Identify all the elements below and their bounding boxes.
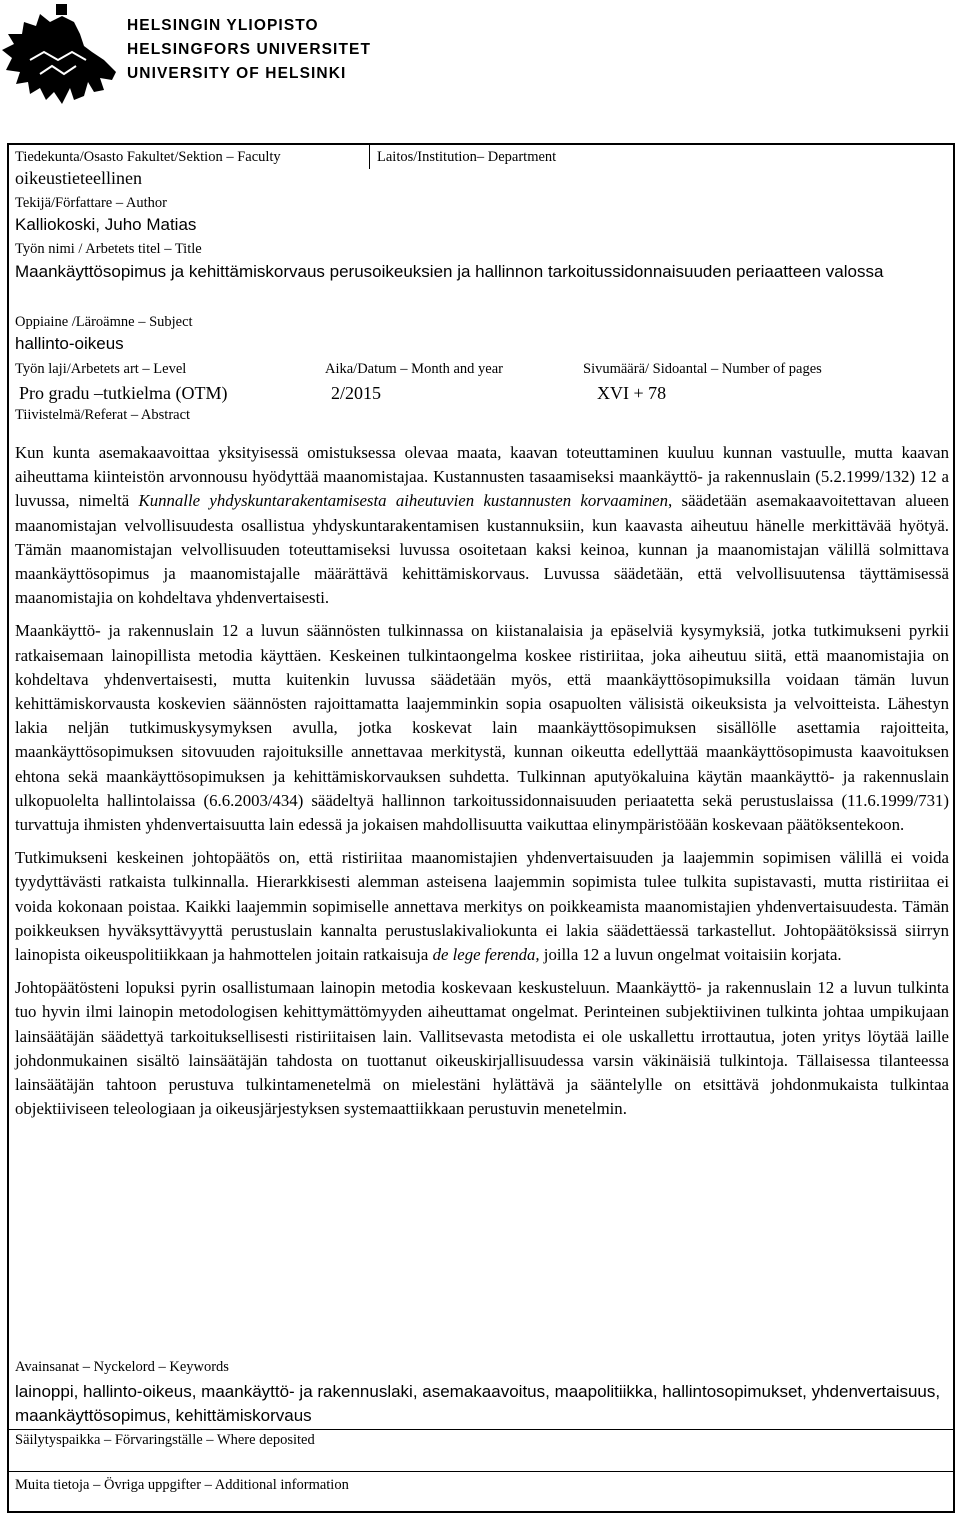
department-label: Laitos/Institution– Department	[377, 149, 557, 165]
additional-info-label: Muita tietoja – Övriga uppgifter – Additional information	[15, 1477, 349, 1493]
date-label: Aika/Datum – Month and year	[325, 361, 503, 377]
faculty-department-divider	[369, 145, 370, 169]
subject-value: hallinto-oikeus	[15, 334, 124, 353]
abstract-label: Tiivistelmä/Referat – Abstract	[15, 407, 191, 423]
additional-divider	[9, 1471, 953, 1472]
helsinki-cathedral-logo-icon	[0, 0, 122, 110]
keywords-label: Avainsanat – Nyckelord – Keywords	[15, 1359, 229, 1375]
pages-label: Sivumäärä/ Sidoantal – Number of pages	[583, 361, 822, 377]
thesis-abstract-form	[7, 143, 955, 1513]
author-value: Kalliokoski, Juho Matias	[15, 215, 197, 234]
university-name-en: UNIVERSITY OF HELSINKI	[127, 65, 347, 82]
deposit-divider	[9, 1429, 953, 1430]
deposit-label: Säilytyspaikka – Förvaringställe – Where deposited	[15, 1432, 315, 1448]
date-value: 2/2015	[331, 383, 382, 403]
university-name-sv: HELSINGFORS UNIVERSITET	[127, 41, 372, 58]
faculty-value: oikeustieteellinen	[15, 168, 142, 188]
level-value: Pro gradu –tutkielma (OTM)	[19, 383, 228, 403]
abstract-paragraph: Tutkimukseni keskeinen johtopäätös on, että ristiriitaa maanomistajien yhdenvertaisuuden ja laajemmin sopimisen välillä ei voida tyydyttävästi ratkaista tulkinnalla. Hierarkkisesti alemman asteisena laajemmin sopimista tulee tulkita supistavasti, mutta ristiriitaa ei voida kokonaan poistaa. Kaikki laajemmin sopimiselle annettava merkitys on poikkeamista maanomistajien yhdenvertaisuudesta. Tämän poikkeuksen hyväksyttävyyttä perustuslain kannalta perustuslakivaliokunta ei lakia säädettäessä tarkastellut. Johtopäätöksissä siirryn lainopista oikeuspolitiikkaan ja hahmottelen joitain ratkaisuja de lege ferenda, joilla 12 a luvun ongelmat voitaisiin korjata.	[15, 848, 949, 965]
level-label: Työn laji/Arbetets art – Level	[15, 361, 187, 377]
faculty-label: Tiedekunta/Osasto Fakultet/Sektion – Faculty	[15, 149, 281, 165]
keywords-value: lainoppi, hallinto-oikeus, maankäyttö- ja rakennuslaki, asemakaavoitus, maapolitiikka, hallintosopimukset, yhdenvertaisuus, maankäyttösopimus, kehittämiskorvaus	[15, 1382, 941, 1425]
abstract-paragraph: Maankäyttö- ja rakennuslain 12 a luvun säännösten tulkinnassa on kiistanalaisia ja epäselviä kysymyksiä, jotka tutkimukseni pyrkii ratkaisemaan lainopillista metodia käyttäen. Keskeinen tulkintaongelma koskee ristiriitaa, joka aiheutuu siitä, että maanomistajia on kohdeltava yhdenvertaisesti, mutta kuitenkin luvussa säädetään myös, että maankäyttösopimuksilla voidaan tämän luvun kehittämiskorvausta koskevien säännösten rajoittamatta laajemminkin sopia osapuolten välisistä oikeuksista ja velvoitteista. Lähestyn lakia neljän tutkimuskysymyksen avulla, jotka koskevat lain maankäyttösopimuksen sisällölle asettamia rajoitteita, maankäyttösopimuksen sitovuuden rajoituksille annettavaa merkitystä, kunnan oikeutta edellyttää maankäyttösopimusta kaavoituksen ehtona sekä maankäyttösopimuksen ja kehittämiskorvauksen suhdetta. Tulkinnan aputyökaluina käytän maankäyttö- ja rakennuslain ulkopuolelta hallintolaissa (6.6.2003/434) säädeltyä hallinnon tarkoitussidonnaisuuden periaatetta sekä perustuslaissa (11.6.1999/731) turvattuja ihmisten yhdenvertaisuutta lain edessä ja jokaisen mahdollisuutta vaikuttaa elinympäristöään koskevaan päätöksentekoon.	[15, 621, 949, 835]
abstract-paragraph: Kun kunta asemakaavoittaa yksityisessä omistuksessa olevaa maata, kaavan toteuttaminen kuuluu kunnan vastuulle, mutta kaavan aiheuttama kiinteistön arvonnousu hyödyttää maanomistajaa. Kustannusten tasaamiseksi maankäyttö- ja rakennuslain (5.2.1999/132) 12 a luvussa, nimeltä Kunnalle yhdyskuntarakentamisesta aiheutuvien kustannusten korvaaminen, säädetään asemakaavoitettavan alueen maanomistajan velvollisuudesta osallistua yhdyskuntarakentamisen kustannuksiin, kun kaavasta aiheutuu hänelle merkittävää hyötyä. Tämän maanomistajan velvollisuuden toteuttamiseksi luvussa osoitetaan kaksi keinoa, kunnan ja maanomistajan välillä solmittava maankäyttösopimus ja maanomistajalle määrättävä kehittämiskorvaus. Luvussa säädetään, että velvollisuutensa täyttämisessä maanomistajia on kohdeltava yhdenvertaisesti.	[15, 443, 950, 608]
university-names	[127, 14, 371, 86]
abstract-text	[15, 441, 949, 1130]
title-label: Työn nimi / Arbetets titel – Title	[15, 241, 202, 257]
abstract-paragraph: Johtopäätösteni lopuksi pyrin osallistumaan lainopin metodia koskevaan keskusteluun. Maankäyttö- ja rakennuslain 12 a luvun tulkinta tuo hyvin ilmi lainopin metodologisen kehittymättömyyden aiheuttamat ongelmat. Perinteinen subjektiivinen tulkinta johtaa umpikujaan lainsäätäjän säädettyä tarkoituksellisesti ristiriitaisen lain. Vallitsevasta metodista ei ole uskallettu irrottautua, joten yritys löytää laille johdonmukainen sisältö lainsäätäjän tahdosta on tuottanut oikeuskirjallisuudessa varsin väkinäisiä tulkintoja. Tällaisessa tilanteessa lainsäätäjän tahtoon perustuva tulkintamenetelmä on mielestäni hylättävä ja sääntelylle on etsittävä johdonmukaista tulkintaa objektiiviseen teleologiaan ja oikeusjärjestyksen systemaattiikkaan perustuvin menetelmin.	[15, 978, 949, 1119]
title-value: Maankäyttösopimus ja kehittämiskorvaus perusoikeuksien ja hallinnon tarkoitussidonnaisuuden periaatteen valossa	[15, 262, 884, 281]
university-name-fi: HELSINGIN YLIOPISTO	[127, 17, 319, 34]
pages-value: XVI + 78	[597, 383, 667, 403]
author-label: Tekijä/Författare – Author	[15, 195, 167, 211]
university-header	[0, 0, 960, 120]
subject-label: Oppiaine /Läroämne – Subject	[15, 314, 193, 330]
